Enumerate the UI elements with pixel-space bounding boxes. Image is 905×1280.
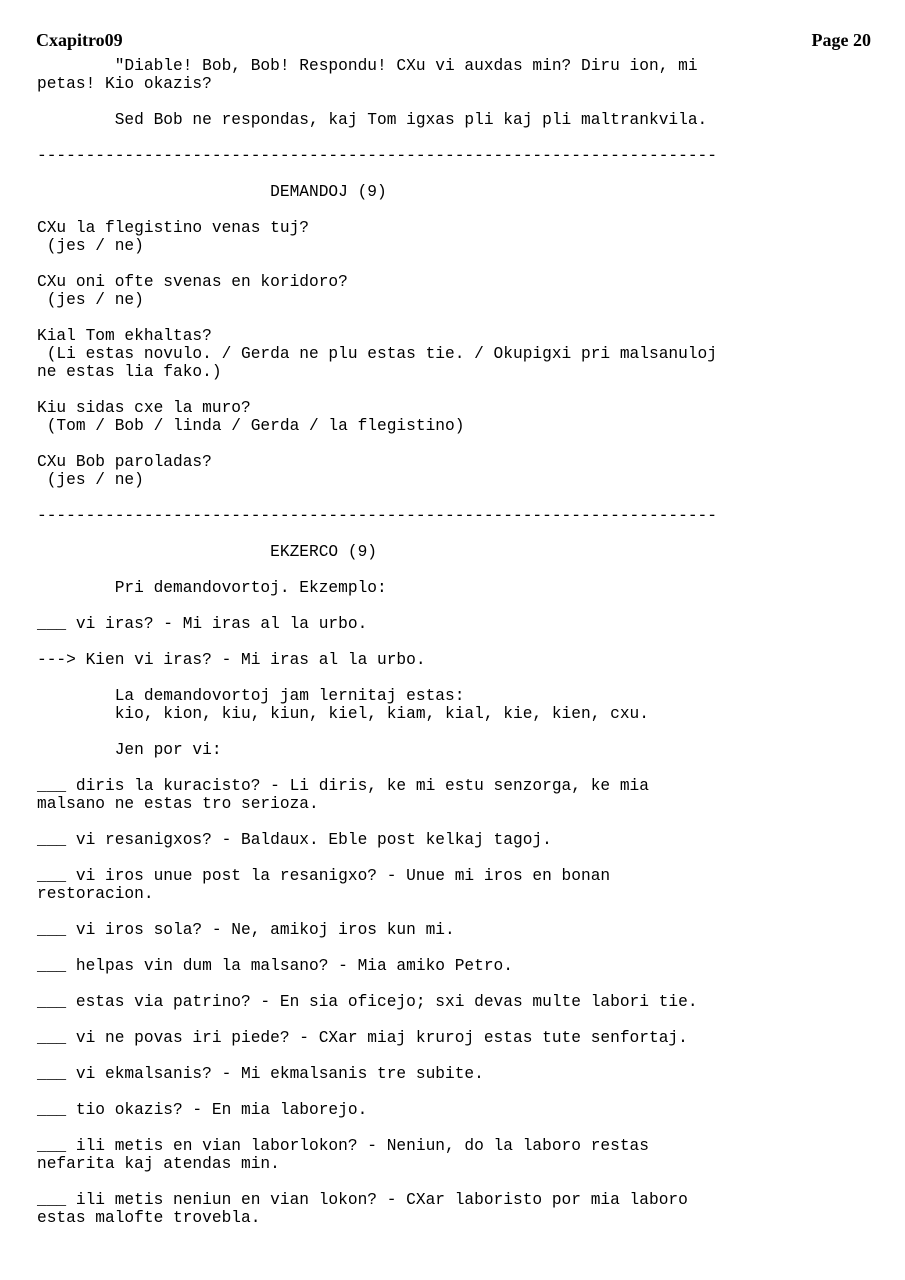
text-line xyxy=(37,165,877,183)
text-line xyxy=(37,813,877,831)
page-header xyxy=(36,30,871,54)
document-body xyxy=(37,57,877,1227)
exercise-item: ___ vi iros unue post la resanigxo? - Unue mi iros en bonan xyxy=(37,867,611,885)
exercise-item: ___ ili metis en vian laborlokon? - Neniun, do la laboro restas xyxy=(37,1137,649,1155)
text-line xyxy=(37,309,877,327)
text-line: Kiu sidas cxe la muro? xyxy=(37,399,251,417)
section-heading: DEMANDOJ (9) xyxy=(37,183,387,201)
text-line: CXu la flegistino venas tuj? xyxy=(37,219,309,237)
text-line: CXu oni ofte svenas en koridoro? xyxy=(37,273,348,291)
text-line: ---> Kien vi iras? - Mi iras al la urbo. xyxy=(37,651,426,669)
text-line: restoracion. xyxy=(37,885,154,903)
text-line xyxy=(37,723,877,741)
separator-line: ---------------------------------------------------------------------- xyxy=(37,147,717,165)
text-line xyxy=(37,381,877,399)
text-line: estas malofte trovebla. xyxy=(37,1209,261,1227)
text-line xyxy=(37,903,877,921)
exercise-item: ___ vi iros sola? - Ne, amikoj iros kun mi. xyxy=(37,921,455,939)
text-line xyxy=(37,939,877,957)
exercise-item: ___ diris la kuracisto? - Li diris, ke mi estu senzorga, ke mia xyxy=(37,777,649,795)
section-heading: EKZERCO (9) xyxy=(37,543,377,561)
text-line xyxy=(37,1047,877,1065)
chapter-title: Cxapitro09 xyxy=(36,30,123,50)
text-line xyxy=(37,129,877,147)
text-line xyxy=(37,255,877,273)
text-line xyxy=(37,201,877,219)
text-line: (jes / ne) xyxy=(37,237,144,255)
exercise-item: ___ vi iras? - Mi iras al la urbo. xyxy=(37,615,368,633)
text-line: Kial Tom ekhaltas? xyxy=(37,327,212,345)
text-line xyxy=(37,1119,877,1137)
text-line xyxy=(37,759,877,777)
exercise-item: ___ vi ekmalsanis? - Mi ekmalsanis tre subite. xyxy=(37,1065,484,1083)
text-line: malsano ne estas tro serioza. xyxy=(37,795,319,813)
text-line: (Tom / Bob / linda / Gerda / la flegistino) xyxy=(37,417,465,435)
text-line xyxy=(37,1083,877,1101)
text-line: petas! Kio okazis? xyxy=(37,75,212,93)
exercise-item: ___ helpas vin dum la malsano? - Mia amiko Petro. xyxy=(37,957,513,975)
text-line xyxy=(37,597,877,615)
text-line: Pri demandovortoj. Ekzemplo: xyxy=(37,579,387,597)
text-line xyxy=(37,435,877,453)
text-line xyxy=(37,669,877,687)
text-line xyxy=(37,633,877,651)
text-line: Sed Bob ne respondas, kaj Tom igxas pli kaj pli maltrankvila. xyxy=(37,111,708,129)
separator-line: ---------------------------------------------------------------------- xyxy=(37,507,717,525)
text-line: kio, kion, kiu, kiun, kiel, kiam, kial, kie, kien, cxu. xyxy=(37,705,649,723)
text-line: CXu Bob paroladas? xyxy=(37,453,212,471)
exercise-item: ___ ili metis neniun en vian lokon? - CXar laboristo por mia laboro xyxy=(37,1191,688,1209)
text-line: (jes / ne) xyxy=(37,291,144,309)
page-number: Page 20 xyxy=(811,30,871,50)
text-line xyxy=(37,525,877,543)
text-line xyxy=(37,489,877,507)
text-line: (Li estas novulo. / Gerda ne plu estas tie. / Okupigxi pri malsanuloj xyxy=(37,345,717,363)
text-line: Jen por vi: xyxy=(37,741,222,759)
exercise-item: ___ vi resanigxos? - Baldaux. Eble post kelkaj tagoj. xyxy=(37,831,552,849)
text-line xyxy=(37,1011,877,1029)
text-line xyxy=(37,561,877,579)
text-line: ne estas lia fako.) xyxy=(37,363,222,381)
text-line: (jes / ne) xyxy=(37,471,144,489)
text-line: "Diable! Bob, Bob! Respondu! CXu vi auxdas min? Diru ion, mi xyxy=(37,57,698,75)
text-line: La demandovortoj jam lernitaj estas: xyxy=(37,687,465,705)
text-line xyxy=(37,93,877,111)
text-line: nefarita kaj atendas min. xyxy=(37,1155,280,1173)
text-line xyxy=(37,1173,877,1191)
text-line xyxy=(37,849,877,867)
exercise-item: ___ estas via patrino? - En sia oficejo; sxi devas multe labori tie. xyxy=(37,993,698,1011)
exercise-item: ___ vi ne povas iri piede? - CXar miaj kruroj estas tute senfortaj. xyxy=(37,1029,688,1047)
exercise-item: ___ tio okazis? - En mia laborejo. xyxy=(37,1101,368,1119)
text-line xyxy=(37,975,877,993)
